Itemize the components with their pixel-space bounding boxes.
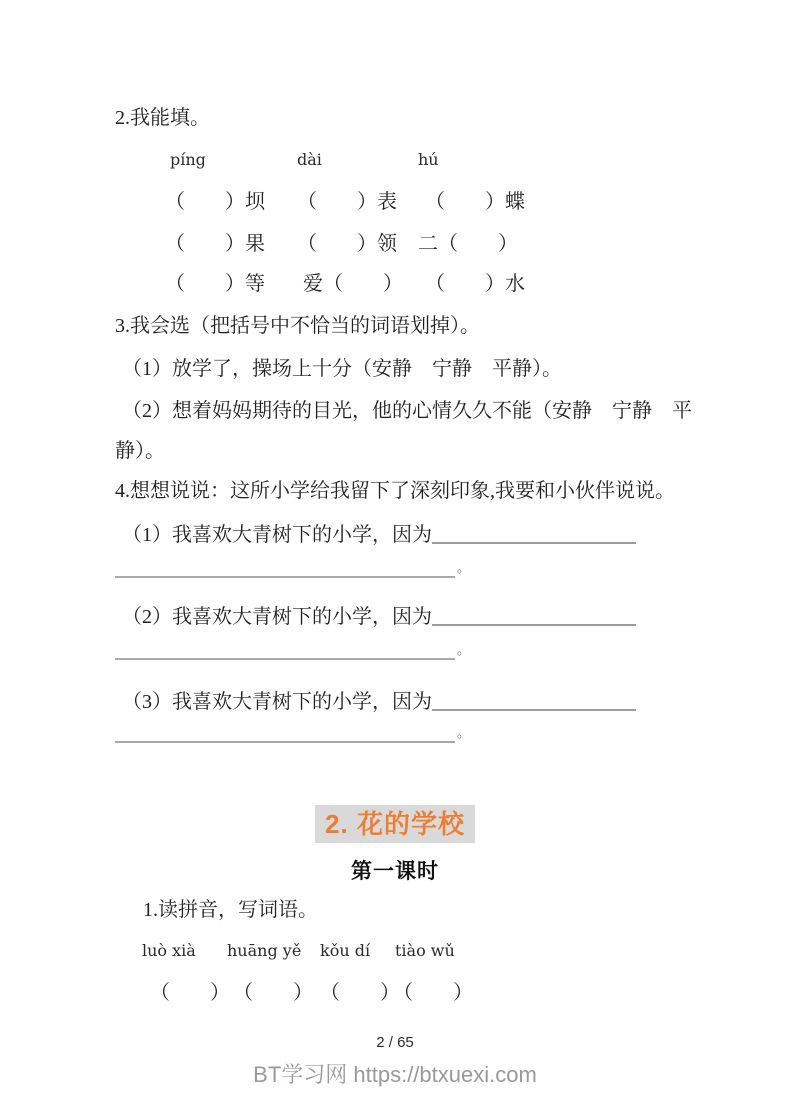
blank-period: 。 [457, 560, 471, 575]
pinyin-hint: píng [170, 150, 206, 169]
answer-blank [432, 524, 636, 544]
answer-blank-line [115, 723, 471, 745]
answer-blank [115, 640, 455, 660]
pinyin-hint: tiào wǔ [395, 941, 455, 960]
question-4-item-3 [122, 690, 636, 714]
question-3-label: 3.我会选（把括号中不恰当的词语划掉）。 [115, 315, 480, 337]
question-4-item-1-text: （1）我喜欢大青树下的小学，因为 [122, 524, 432, 546]
question-4-item-1 [122, 523, 636, 547]
lesson-title: 2. 花的学校 [315, 805, 475, 843]
site-watermark: BT学习网 https://btxuexi.com [253, 1062, 537, 1087]
answer-blank-line [115, 558, 471, 580]
bracket-group: （ ） [393, 982, 473, 1004]
question-3-item-1: （1）放学了，操场上十分（安静 宁静 平静）。 [122, 358, 562, 380]
bracket-group: （ ） [150, 982, 230, 1004]
page-number: 2 / 65 [376, 1034, 414, 1051]
bracket-group: （ ）表 [297, 191, 397, 213]
pinyin-hint: kǒu dí [320, 941, 371, 960]
question-4-item-3-text: （3）我喜欢大青树下的小学，因为 [122, 691, 432, 713]
bracket-group: （ ） [233, 982, 313, 1004]
lesson-subtitle: 第一课时 [351, 859, 439, 883]
answer-blank [115, 723, 455, 743]
answer-blank-line [115, 640, 471, 662]
bracket-group: （ ）等 [165, 273, 265, 295]
blank-period: 。 [457, 642, 471, 657]
bracket-group: （ ） [320, 982, 400, 1004]
pinyin-hint: luò xià [142, 941, 196, 960]
pinyin-hint: dài [297, 150, 322, 169]
bracket-group: （ ）领 [297, 233, 397, 255]
bracket-group: 二（ ） [418, 233, 518, 255]
question-4-item-2-text: （2）我喜欢大青树下的小学，因为 [122, 606, 432, 628]
lesson-title-row [0, 805, 790, 843]
blank-period: 。 [457, 725, 471, 740]
bracket-group: （ ）蝶 [425, 191, 525, 213]
question-4-item-2 [122, 605, 636, 629]
question-3-item-2-wrap: 静）。 [115, 440, 165, 462]
question-4-label: 4.想想说说：这所小学给我留下了深刻印象,我要和小伙伴说说。 [115, 480, 675, 502]
question-1-label: 1.读拼音，写词语。 [143, 899, 318, 921]
bracket-group: （ ）果 [165, 233, 265, 255]
bracket-group: （ ）坝 [165, 191, 265, 213]
answer-blank [432, 691, 636, 711]
bracket-group: 爱（ ） [303, 273, 403, 295]
question-2-label: 2.我能填。 [115, 107, 210, 129]
pinyin-hint: huāng yě [227, 941, 302, 960]
bracket-group: （ ）水 [425, 273, 525, 295]
pinyin-hint: hú [418, 150, 439, 169]
answer-blank [432, 606, 636, 626]
question-3-item-2: （2）想着妈妈期待的目光，他的心情久久不能（安静 宁静 平 [122, 400, 692, 422]
answer-blank [115, 558, 455, 578]
